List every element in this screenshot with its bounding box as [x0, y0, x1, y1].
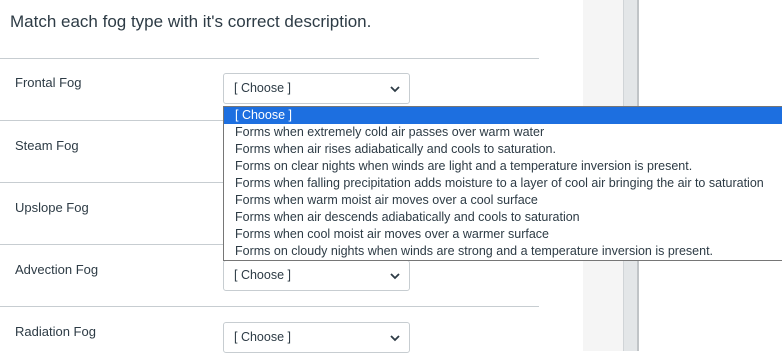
row-label-radiation-fog: Radiation Fog	[15, 324, 96, 339]
dropdown-option[interactable]: Forms when warm moist air moves over a cool surface	[235, 193, 538, 207]
select-value: [ Choose ]	[234, 268, 291, 282]
row-label-frontal-fog: Frontal Fog	[15, 75, 82, 90]
select-radiation-fog[interactable]	[223, 322, 410, 353]
row-label-advection-fog: Advection Fog	[15, 262, 99, 277]
divider	[0, 58, 539, 59]
dropdown-option[interactable]: Forms on cloudy nights when winds are strong and a temperature inversion is present.	[235, 244, 714, 258]
dropdown-option[interactable]: Forms when extremely cold air passes over warm water	[235, 125, 545, 139]
chevron-down-icon	[389, 270, 401, 282]
select-value: [ Choose ]	[234, 330, 291, 344]
question-text: Match each fog type with it's correct description.	[10, 12, 372, 31]
dropdown-option-choose[interactable]: [ Choose ]	[224, 107, 782, 124]
chevron-down-icon	[389, 332, 401, 344]
dropdown-option[interactable]: Forms when air descends adiabatically and cools to saturation	[235, 210, 580, 224]
divider	[0, 306, 539, 307]
dropdown-option[interactable]: Forms when air rises adiabatically and cools to saturation.	[235, 142, 556, 156]
row-label-upslope-fog: Upslope Fog	[15, 200, 89, 215]
select-frontal-fog[interactable]	[223, 73, 410, 104]
dropdown-option[interactable]: Forms when falling precipitation adds moisture to a layer of cool air bringing the air to saturation	[235, 176, 764, 190]
dropdown-option[interactable]: Forms when cool moist air moves over a warmer surface	[235, 227, 549, 241]
select-dropdown-list[interactable]	[223, 106, 782, 261]
select-value: [ Choose ]	[234, 81, 291, 95]
row-label-steam-fog: Steam Fog	[15, 138, 79, 153]
dropdown-option[interactable]: Forms on clear nights when winds are light and a temperature inversion is present.	[235, 159, 693, 173]
chevron-down-icon	[389, 83, 401, 95]
select-advection-fog[interactable]	[223, 260, 410, 291]
